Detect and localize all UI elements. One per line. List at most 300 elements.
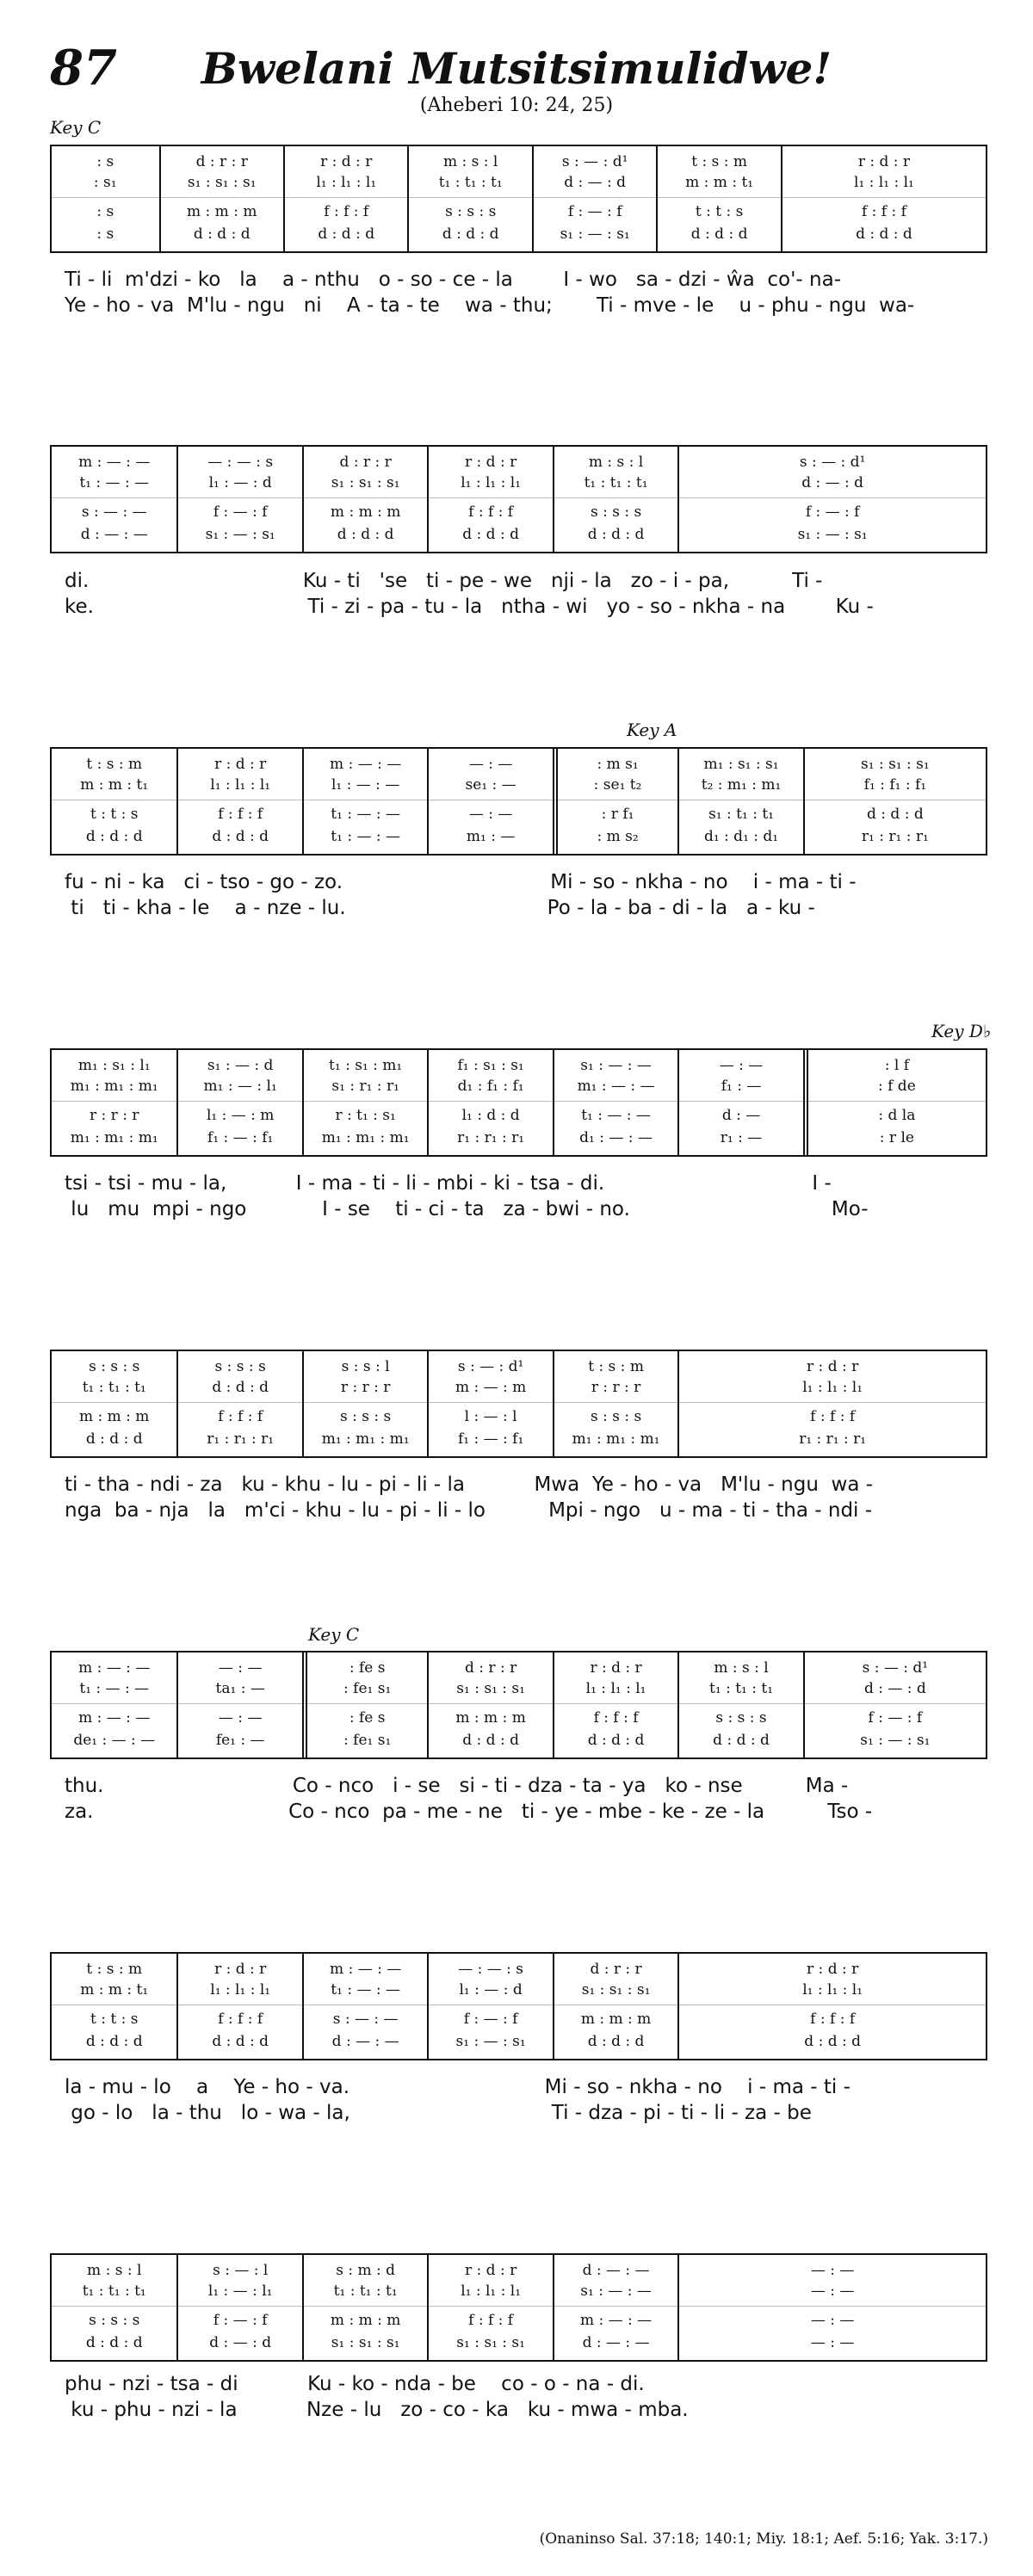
solfa-notation: d : d : d <box>804 2033 861 2050</box>
lyric-line: ti ti - kha - le a - nze - lu. Po - la - ba - di - la a - ku - <box>65 897 815 919</box>
solfa-notation: t : s : m <box>691 153 747 170</box>
solfa-notation: m : s : l <box>87 2262 142 2279</box>
solfa-notation: : fe₁ s₁ <box>343 1680 392 1697</box>
measure <box>553 2255 677 2360</box>
solfa-notation: : d la <box>878 1107 916 1124</box>
solfa-notation: m : — : — <box>330 756 402 773</box>
solfa-notation: — : — : s <box>458 1961 524 1978</box>
measure <box>803 1652 986 1757</box>
solfa-notation: : m s₂ <box>597 828 639 845</box>
solfa-notation: d : — <box>721 1107 761 1124</box>
solfa-notation: : fe s <box>349 1659 386 1677</box>
solfa-notation: f : f : f <box>218 806 263 823</box>
solfa-notation: r : d : r <box>590 1659 642 1677</box>
solfa-notation: f₁ : f₁ : f₁ <box>863 776 927 794</box>
solfa-notation: d₁ : d₁ : d₁ <box>703 828 779 845</box>
solfa-notation: f : f : f <box>468 503 514 521</box>
lyric-line: ku - phu - nzi - la Nze - lu zo - co - ka ku - mwa - mba. <box>65 2399 689 2421</box>
solfa-notation: r : d : r <box>214 1961 267 1978</box>
solfa-notation: : m s₁ <box>597 756 639 773</box>
solfa-notation: s₁ : — : s₁ <box>797 526 868 543</box>
measure <box>553 447 677 552</box>
measure <box>803 1050 986 1155</box>
solfa-notation: d₁ : f₁ : f₁ <box>457 1078 524 1095</box>
solfa-notation: l₁ : — : m <box>206 1107 275 1124</box>
solfa-notation: f : f : f <box>861 203 906 220</box>
solfa-notation: f : f : f <box>593 1709 639 1727</box>
solfa-notation: l₁ : l₁ : l₁ <box>316 174 377 191</box>
score-system <box>50 1048 987 1157</box>
solfa-notation: d : — : — <box>582 2262 650 2279</box>
solfa-notation: t₂ : m₁ : m₁ <box>701 776 782 794</box>
solfa-notation: d : d : d <box>212 2033 269 2050</box>
solfa-notation: m₁ : m₁ : m₁ <box>572 1430 660 1448</box>
solfa-notation: f : f : f <box>468 2312 514 2329</box>
measure <box>532 146 656 251</box>
measure <box>427 1351 552 1456</box>
solfa-notation: m₁ : — : l₁ <box>203 1078 277 1095</box>
solfa-notation: s : — : d¹ <box>862 1659 929 1677</box>
solfa-notation: t₁ : s₁ : m₁ <box>329 1057 403 1074</box>
solfa-notation: s₁ : s₁ : s₁ <box>456 1680 525 1697</box>
solfa-notation: — : — <box>719 1057 764 1074</box>
measure <box>407 146 531 251</box>
measure <box>427 749 552 854</box>
solfa-notation: m : m : m <box>187 203 257 220</box>
measure <box>302 1652 427 1757</box>
lyric-line: fu - ni - ka ci - tso - go - zo. Mi - so - nkha - no i - ma - ti - <box>65 871 857 893</box>
solfa-notation: d : d : d <box>442 225 499 243</box>
solfa-notation: : fe₁ s₁ <box>343 1732 392 1749</box>
solfa-notation: r₁ : — <box>720 1129 763 1146</box>
measure <box>427 2255 552 2360</box>
measure <box>302 447 427 552</box>
measure <box>176 1351 301 1456</box>
solfa-notation: d : d : d <box>587 2033 645 2050</box>
solfa-notation: s₁ : — : s₁ <box>455 2033 526 2050</box>
solfa-notation: l₁ : — : d <box>459 1981 523 1998</box>
solfa-notation: t₁ : t₁ : t₁ <box>438 174 503 191</box>
solfa-notation: t₁ : — : — <box>581 1107 651 1124</box>
measure <box>553 749 677 854</box>
solfa-notation: m : m : m <box>79 1408 150 1425</box>
solfa-notation: d : — : d <box>564 174 627 191</box>
solfa-notation: s : s : s <box>590 1408 642 1425</box>
solfa-notation: d : r : r <box>590 1961 642 1978</box>
solfa-notation: s₁ : — : — <box>580 1057 652 1074</box>
song-title: Bwelani Mutsitsimulidwe! <box>201 43 832 94</box>
solfa-notation: s : s : l <box>341 1358 390 1375</box>
solfa-notation: : r f₁ <box>601 806 634 823</box>
measure <box>677 447 986 552</box>
solfa-notation: r : r : r <box>340 1379 391 1396</box>
solfa-notation: f : f : f <box>218 2011 263 2028</box>
solfa-notation: r : d : r <box>465 454 517 471</box>
solfa-notation: s : — : d¹ <box>457 1358 524 1375</box>
solfa-notation: f : — : f <box>213 2312 268 2329</box>
solfa-notation: l₁ : l₁ : l₁ <box>461 474 522 491</box>
solfa-notation: — : — <box>468 806 513 823</box>
solfa-notation: m : m : t₁ <box>80 1981 149 1998</box>
lyric-line: ke. Ti - zi - pa - tu - la ntha - wi yo - so - nkha - na Ku - <box>65 596 874 618</box>
measure <box>427 1652 552 1757</box>
solfa-notation: m : m : m <box>455 1709 526 1727</box>
solfa-notation: m₁ : s₁ : l₁ <box>77 1057 151 1074</box>
solfa-notation: s : s : s <box>445 203 497 220</box>
lyrics-block <box>65 568 987 620</box>
solfa-notation: se₁ : — <box>465 776 516 794</box>
measure <box>52 2255 176 2360</box>
solfa-notation: f₁ : — : f₁ <box>457 1430 524 1448</box>
key-label: Key C <box>308 1624 360 1645</box>
solfa-notation: f : — : f <box>567 203 622 220</box>
solfa-notation: d : d : d <box>85 828 143 845</box>
solfa-notation: d : — : d <box>209 2334 272 2351</box>
solfa-notation: s : — : d¹ <box>561 153 628 170</box>
solfa-notation: m : — : m <box>455 1379 527 1396</box>
solfa-notation: f₁ : s₁ : s₁ <box>457 1057 524 1074</box>
solfa-notation: m : m : t₁ <box>685 174 754 191</box>
solfa-notation: t₁ : — : — <box>79 1680 150 1697</box>
measure <box>553 1652 677 1757</box>
solfa-notation: t₁ : — : — <box>331 1981 400 1998</box>
solfa-notation: : s₁ <box>93 174 117 191</box>
solfa-notation: l₁ : — : — <box>331 776 400 794</box>
lyric-line: la - mu - lo a Ye - ho - va. Mi - so - nkha - no i - ma - ti - <box>65 2076 851 2098</box>
measure <box>677 1652 802 1757</box>
measure <box>553 1050 677 1155</box>
lyric-line: Ti - li m'dzi - ko la a - nthu o - so - ce - la I - wo sa - dzi - ŵa co'- na- <box>65 269 842 291</box>
solfa-notation: m₁ : — : — <box>577 1078 655 1095</box>
solfa-notation: — : — <box>218 1659 263 1677</box>
lyric-line: thu. Co - nco i - se si - ti - dza - ta - ya ko - nse Ma - <box>65 1775 849 1797</box>
solfa-notation: s₁ : s₁ : s₁ <box>187 174 257 191</box>
lyrics-block <box>65 1773 987 1825</box>
solfa-notation: l₁ : l₁ : l₁ <box>854 174 914 191</box>
solfa-notation: : se₁ t₂ <box>593 776 642 794</box>
solfa-notation: — : — : s <box>207 454 274 471</box>
solfa-notation: s₁ : — : s₁ <box>560 225 630 243</box>
score-system <box>50 2253 987 2362</box>
solfa-notation: d : — : — <box>582 2334 650 2351</box>
solfa-notation: t₁ : t₁ : t₁ <box>82 2283 146 2300</box>
solfa-notation: fe₁ : — <box>215 1732 265 1749</box>
solfa-notation: d : d : d <box>690 225 748 243</box>
solfa-notation: m₁ : s₁ : s₁ <box>703 756 779 773</box>
measure <box>176 2255 301 2360</box>
measure <box>803 749 986 854</box>
solfa-notation: s : — : d¹ <box>799 454 866 471</box>
measure <box>302 1050 427 1155</box>
scripture-reference: (Aheberi 10: 24, 25) <box>419 95 614 116</box>
solfa-notation: d : r : r <box>339 454 392 471</box>
solfa-notation: d : d : d <box>856 225 912 243</box>
measure <box>52 1954 176 2059</box>
solfa-notation: f : — : f <box>213 503 268 521</box>
solfa-notation: f : — : f <box>868 1709 923 1727</box>
solfa-notation: l₁ : — : d <box>208 474 272 491</box>
measure <box>176 1652 301 1757</box>
measure <box>52 749 176 854</box>
solfa-notation: d : d : d <box>193 225 251 243</box>
measure <box>176 749 301 854</box>
solfa-notation: de₁ : — : — <box>73 1732 156 1749</box>
score-system <box>50 445 987 553</box>
solfa-notation: t : t : s <box>90 806 139 823</box>
solfa-notation: ta₁ : — <box>215 1680 265 1697</box>
solfa-notation: r₁ : r₁ : r₁ <box>457 1129 525 1146</box>
solfa-notation: d : — : d <box>863 1680 926 1697</box>
solfa-notation: f : f : f <box>810 2011 856 2028</box>
solfa-notation: : fe s <box>349 1709 386 1727</box>
solfa-notation: f : f : f <box>324 203 369 220</box>
solfa-notation: d : d : d <box>85 2033 143 2050</box>
key-label: Key D♭ <box>931 1021 992 1041</box>
key-label: Key A <box>627 720 677 740</box>
solfa-notation: s₁ : — : s₁ <box>205 526 275 543</box>
footer-references: (Onaninso Sal. 37:18; 140:1; Miy. 18:1; Aef. 5:16; Yak. 3:17.) <box>539 2530 988 2548</box>
solfa-notation: t₁ : — : — <box>79 474 150 491</box>
lyric-line: phu - nzi - tsa - di Ku - ko - nda - be co - o - na - di. <box>65 2373 645 2395</box>
solfa-notation: t₁ : t₁ : t₁ <box>333 2283 398 2300</box>
solfa-notation: r : r : r <box>90 1107 139 1124</box>
solfa-notation: m : — : — <box>330 1961 402 1978</box>
solfa-notation: s₁ : — : — <box>580 2283 652 2300</box>
solfa-notation: r₁ : r₁ : r₁ <box>207 1430 275 1448</box>
solfa-notation: d : — : — <box>331 2033 399 2050</box>
solfa-notation: l₁ : l₁ : l₁ <box>802 1981 863 1998</box>
measure <box>52 447 176 552</box>
solfa-notation: t₁ : — : — <box>331 828 400 845</box>
measure <box>52 1652 176 1757</box>
solfa-notation: r₁ : r₁ : r₁ <box>861 828 929 845</box>
score-system <box>50 145 987 253</box>
solfa-notation: m : m : m <box>330 2312 401 2329</box>
lyrics-block <box>65 1171 987 1222</box>
solfa-notation: d : d : d <box>587 526 645 543</box>
solfa-notation: d : — : — <box>80 526 148 543</box>
solfa-notation: t : t : s <box>695 203 744 220</box>
solfa-notation: d : d : d <box>462 1732 519 1749</box>
solfa-notation: m : — : — <box>78 1659 151 1677</box>
solfa-notation: l₁ : l₁ : l₁ <box>210 1981 271 1998</box>
solfa-notation: m : — : — <box>78 1709 151 1727</box>
measure <box>302 1954 427 2059</box>
key-label: Key C <box>50 117 102 138</box>
solfa-notation: f : — : f <box>805 503 860 521</box>
measure <box>553 1351 677 1456</box>
solfa-notation: d : d : d <box>212 828 269 845</box>
measure <box>677 1351 986 1456</box>
score-system <box>50 1651 987 1759</box>
measure <box>283 146 407 251</box>
solfa-notation: l₁ : l₁ : l₁ <box>210 776 271 794</box>
solfa-notation: : s <box>96 153 114 170</box>
measure <box>52 1351 176 1456</box>
solfa-notation: m : — : — <box>579 2312 653 2329</box>
lyric-line: nga ba - nja la m'ci - khu - lu - pi - li - lo Mpi - ngo u - ma - ti - tha - ndi - <box>65 1499 873 1522</box>
solfa-notation: s : s : s <box>214 1358 266 1375</box>
solfa-notation: — : — <box>810 2312 855 2329</box>
solfa-notation: r : d : r <box>214 756 267 773</box>
solfa-notation: f : f : f <box>218 1408 263 1425</box>
solfa-notation: f : f : f <box>810 1408 856 1425</box>
measure <box>553 1954 677 2059</box>
solfa-notation: d : d : d <box>337 526 394 543</box>
solfa-notation: : f de <box>877 1078 916 1095</box>
measure <box>677 1954 986 2059</box>
solfa-notation: t : s : m <box>86 756 143 773</box>
measure <box>52 1050 176 1155</box>
solfa-notation: m₁ : m₁ : m₁ <box>321 1430 410 1448</box>
solfa-notation: t : t : s <box>90 2011 139 2028</box>
solfa-notation: d : d : d <box>462 526 519 543</box>
solfa-notation: s : s : s <box>340 1408 392 1425</box>
solfa-notation: — : — <box>468 756 513 773</box>
solfa-notation: d : — : d <box>801 474 864 491</box>
solfa-notation: d : d : d <box>587 1732 645 1749</box>
measure <box>427 447 552 552</box>
solfa-notation: l₁ : l₁ : l₁ <box>585 1680 646 1697</box>
solfa-notation: s : s : s <box>89 1358 140 1375</box>
solfa-notation: s₁ : s₁ : s₁ <box>861 756 930 773</box>
solfa-notation: d : d : d <box>85 2334 143 2351</box>
solfa-notation: — : — <box>810 2334 855 2351</box>
solfa-notation: : s <box>96 203 114 220</box>
score-system <box>50 747 987 856</box>
measure <box>677 2255 986 2360</box>
solfa-notation: d₁ : — : — <box>579 1129 653 1146</box>
lyrics-block <box>65 267 987 318</box>
solfa-notation: s : m : d <box>336 2262 396 2279</box>
measure <box>176 1954 301 2059</box>
solfa-notation: d : r : r <box>465 1659 517 1677</box>
measure <box>176 447 301 552</box>
solfa-notation: s₁ : s₁ : s₁ <box>331 474 400 491</box>
lyrics-block <box>65 1472 987 1523</box>
solfa-notation: m₁ : m₁ : m₁ <box>70 1078 158 1095</box>
solfa-notation: m₁ : — <box>466 828 516 845</box>
measure <box>176 1050 301 1155</box>
solfa-notation: m : s : l <box>714 1659 769 1677</box>
solfa-notation: d : d : d <box>867 806 924 823</box>
solfa-notation: s₁ : s₁ : s₁ <box>331 2334 400 2351</box>
measure <box>781 146 986 251</box>
solfa-notation: : l f <box>884 1057 910 1074</box>
solfa-notation: s : — : — <box>81 503 147 521</box>
lyric-line: go - lo la - thu lo - wa - la, Ti - dza - pi - ti - li - za - be <box>65 2102 812 2124</box>
solfa-notation: s : — : — <box>332 2011 399 2028</box>
solfa-notation: m : — : — <box>78 454 151 471</box>
score-system <box>50 1952 987 2060</box>
measure <box>302 749 427 854</box>
solfa-notation: d : d : d <box>318 225 375 243</box>
solfa-notation: l₁ : — : l₁ <box>207 2283 273 2300</box>
solfa-notation: — : — <box>810 2262 855 2279</box>
solfa-notation: m₁ : m₁ : m₁ <box>70 1129 158 1146</box>
solfa-notation: : s <box>96 225 114 243</box>
solfa-notation: l₁ : l₁ : l₁ <box>461 2283 522 2300</box>
solfa-notation: m : s : l <box>443 153 498 170</box>
solfa-notation: m : m : t₁ <box>80 776 149 794</box>
solfa-notation: r₁ : r₁ : r₁ <box>799 1430 867 1448</box>
solfa-notation: s₁ : — : s₁ <box>860 1732 931 1749</box>
solfa-notation: f₁ : — <box>721 1078 762 1095</box>
solfa-notation: m : m : m <box>580 2011 652 2028</box>
solfa-notation: t₁ : t₁ : t₁ <box>709 1680 774 1697</box>
solfa-notation: s₁ : t₁ : t₁ <box>708 806 774 823</box>
solfa-notation: l₁ : l₁ : l₁ <box>802 1379 863 1396</box>
lyrics-block <box>65 2371 987 2423</box>
measure <box>159 146 283 251</box>
solfa-notation: l : — : l <box>464 1408 517 1425</box>
lyrics-block <box>65 2074 987 2126</box>
solfa-notation: t : s : m <box>588 1358 644 1375</box>
solfa-notation: d : r : r <box>195 153 248 170</box>
solfa-notation: r : r : r <box>591 1379 641 1396</box>
measure <box>677 1050 802 1155</box>
solfa-notation: s : s : s <box>715 1709 767 1727</box>
measure <box>677 749 802 854</box>
solfa-notation: d : d : d <box>212 1379 269 1396</box>
lyric-line: lu mu mpi - ngo I - se ti - ci - ta za - bwi - no. Mo- <box>65 1198 869 1220</box>
solfa-notation: t₁ : t₁ : t₁ <box>584 474 648 491</box>
solfa-notation: s : s : s <box>590 503 642 521</box>
song-number: 87 <box>50 40 117 96</box>
solfa-notation: m₁ : m₁ : m₁ <box>321 1129 410 1146</box>
solfa-notation: s₁ : s₁ : s₁ <box>581 1981 651 1998</box>
solfa-notation: f : — : f <box>463 2011 518 2028</box>
solfa-notation: l₁ : d : d <box>461 1107 520 1124</box>
solfa-notation: s₁ : — : d <box>207 1057 274 1074</box>
solfa-notation: s : s : s <box>89 2312 140 2329</box>
solfa-notation: r : d : r <box>807 1961 859 1978</box>
measure <box>302 2255 427 2360</box>
solfa-notation: s₁ : r₁ : r₁ <box>331 1078 399 1095</box>
measure <box>427 1954 552 2059</box>
solfa-notation: t₁ : — : — <box>331 806 400 823</box>
measure <box>656 146 780 251</box>
solfa-notation: m : s : l <box>588 454 644 471</box>
solfa-notation: f₁ : — : f₁ <box>207 1129 274 1146</box>
lyric-line: Ye - ho - va M'lu - ngu ni A - ta - te wa - thu; Ti - mve - le u - phu - ngu wa- <box>65 294 915 317</box>
solfa-notation: r : d : r <box>807 1358 859 1375</box>
measure <box>52 146 159 251</box>
solfa-notation: r : t₁ : s₁ <box>335 1107 396 1124</box>
solfa-notation: : r le <box>879 1129 914 1146</box>
solfa-notation: t₁ : t₁ : t₁ <box>82 1379 146 1396</box>
solfa-notation: m : m : m <box>330 503 401 521</box>
lyric-line: za. Co - nco pa - me - ne ti - ye - mbe - ke - ze - la Tso - <box>65 1801 873 1823</box>
score-system <box>50 1350 987 1458</box>
solfa-notation: t : s : m <box>86 1961 143 1978</box>
solfa-notation: r : d : r <box>320 153 373 170</box>
lyrics-block <box>65 869 987 921</box>
solfa-notation: s : — : l <box>213 2262 269 2279</box>
solfa-notation: r : d : r <box>857 153 911 170</box>
solfa-notation: — : — <box>810 2283 855 2300</box>
lyric-line: ti - tha - ndi - za ku - khu - lu - pi - li - la Mwa Ye - ho - va M'lu - ngu wa - <box>65 1473 874 1496</box>
measure <box>427 1050 552 1155</box>
measure <box>302 1351 427 1456</box>
lyric-line: di. Ku - ti 'se ti - pe - we nji - la zo - i - pa, Ti - <box>65 570 823 592</box>
solfa-notation: r : d : r <box>465 2262 517 2279</box>
solfa-notation: d : d : d <box>713 1732 770 1749</box>
solfa-notation: s₁ : s₁ : s₁ <box>456 2334 525 2351</box>
solfa-notation: — : — <box>218 1709 263 1727</box>
lyric-line: tsi - tsi - mu - la, I - ma - ti - li - mbi - ki - tsa - di. I - <box>65 1172 832 1195</box>
solfa-notation: d : d : d <box>85 1430 143 1448</box>
